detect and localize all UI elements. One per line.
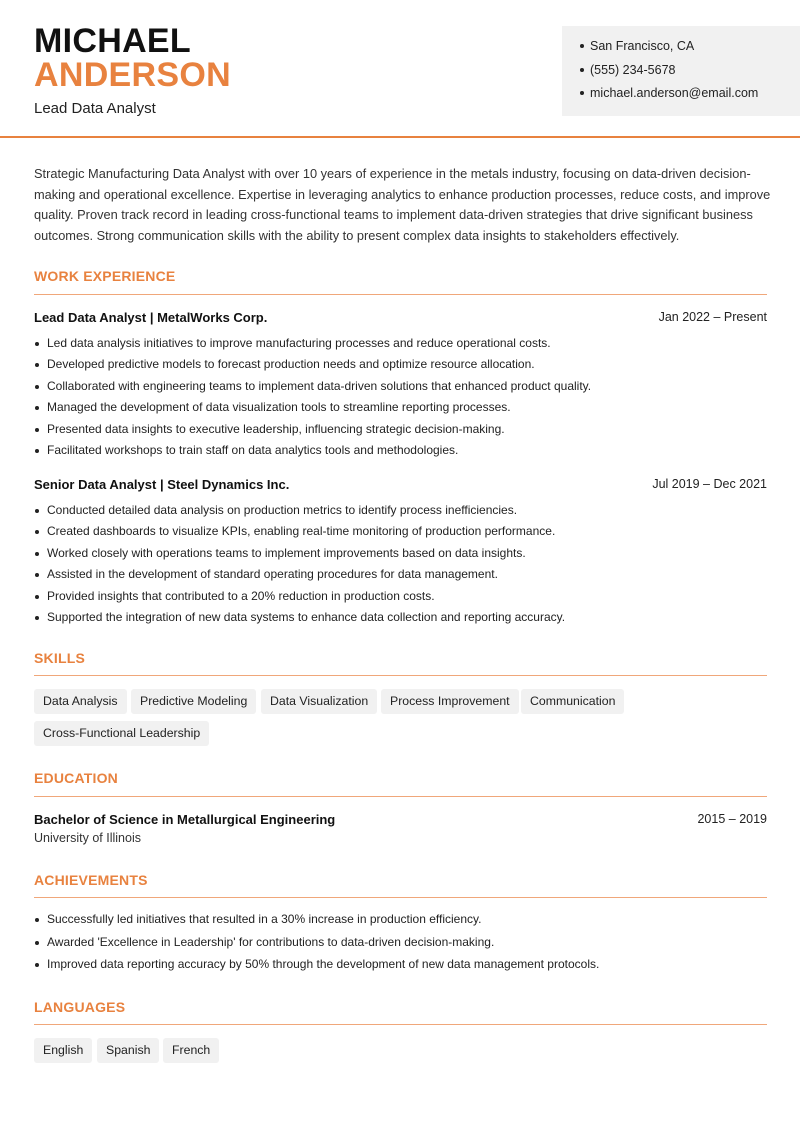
skill-tag: Data Visualization — [261, 689, 377, 714]
contact-email: michael.anderson@email.com — [580, 84, 800, 108]
list-item: Collaborated with engineering teams to implement data-driven solutions that enhanced product quality. — [34, 379, 767, 400]
education-school: University of Illinois — [34, 831, 141, 845]
skill-tag: Cross-Functional Leadership — [34, 721, 209, 746]
list-item: Assisted in the development of standard operating procedures for data management. — [34, 567, 767, 588]
skill-tag: Process Improvement — [381, 689, 519, 714]
list-item: Successfully led initiatives that resulted in a 30% increase in production efficiency. — [34, 912, 767, 935]
job-header — [34, 477, 767, 495]
section-divider — [34, 796, 767, 797]
language-tag: French — [163, 1038, 219, 1063]
list-item: Worked closely with operations teams to implement improvements based on data insights. — [34, 546, 767, 567]
section-title-skills: SKILLS — [34, 650, 85, 666]
language-tag: Spanish — [97, 1038, 159, 1063]
list-item: Awarded 'Excellence in Leadership' for contributions to data-driven decision-making. — [34, 935, 767, 958]
contact-phone: (555) 234-5678 — [580, 61, 800, 85]
skill-tag: Predictive Modeling — [131, 689, 256, 714]
section-title-achievements: ACHIEVEMENTS — [34, 872, 148, 888]
skill-tag: Communication — [521, 689, 624, 714]
section-divider — [34, 897, 767, 898]
section-divider — [34, 675, 767, 676]
resume-header — [0, 0, 800, 138]
education-degree: Bachelor of Science in Metallurgical Engineering — [34, 812, 336, 827]
job-title: Lead Data Analyst | MetalWorks Corp. — [34, 310, 268, 325]
list-item: Managed the development of data visualization tools to streamline reporting processes. — [34, 400, 767, 421]
language-tag: English — [34, 1038, 92, 1063]
job-bullets — [34, 503, 767, 631]
list-item: Conducted detailed data analysis on production metrics to identify process inefficiencies. — [34, 503, 767, 524]
list-item: Created dashboards to visualize KPIs, enabling real-time monitoring of production performance. — [34, 524, 767, 545]
contact-box — [562, 26, 800, 116]
education-dates: 2015 – 2019 — [697, 812, 767, 826]
job-header — [34, 310, 767, 328]
section-divider — [34, 1024, 767, 1025]
job-dates: Jul 2019 – Dec 2021 — [652, 477, 767, 491]
list-item: Supported the integration of new data systems to enhance data collection and reporting accuracy. — [34, 610, 767, 631]
candidate-name — [34, 24, 231, 92]
job-dates: Jan 2022 – Present — [658, 310, 767, 324]
list-item: Presented data insights to executive leadership, influencing strategic decision-making. — [34, 422, 767, 443]
section-title-work: WORK EXPERIENCE — [34, 268, 176, 284]
job-title-headline: Lead Data Analyst — [34, 100, 156, 117]
section-title-education: EDUCATION — [34, 770, 118, 786]
section-title-languages: LANGUAGES — [34, 999, 126, 1015]
section-divider — [34, 294, 767, 295]
list-item: Improved data reporting accuracy by 50% through the development of new data management protocols. — [34, 957, 767, 980]
achievements-list — [34, 912, 767, 980]
list-item: Provided insights that contributed to a 20% reduction in production costs. — [34, 589, 767, 610]
professional-summary: Strategic Manufacturing Data Analyst with over 10 years of experience in the metals industry, focusing on data-driven decision-making and operational excellence. Expertise in leveraging analytics to enhance production processes, reduce costs, and improve quality. Proven track record in leading cross-functional teams to implement data-driven strategies that drive significant business outcomes. Strong communication skills with the ability to present complex data insights to stakeholders effectively. — [34, 166, 771, 243]
contact-location: San Francisco, CA — [580, 37, 800, 61]
job-bullets — [34, 336, 767, 464]
first-name: MICHAEL — [34, 22, 191, 60]
list-item: Developed predictive models to forecast production needs and optimize resource allocation. — [34, 357, 767, 378]
list-item: Led data analysis initiatives to improve manufacturing processes and reduce operational costs. — [34, 336, 767, 357]
job-title: Senior Data Analyst | Steel Dynamics Inc. — [34, 477, 290, 492]
last-name: ANDERSON — [34, 56, 231, 94]
skill-tag: Data Analysis — [34, 689, 127, 714]
list-item: Facilitated workshops to train staff on data analytics tools and methodologies. — [34, 443, 767, 464]
